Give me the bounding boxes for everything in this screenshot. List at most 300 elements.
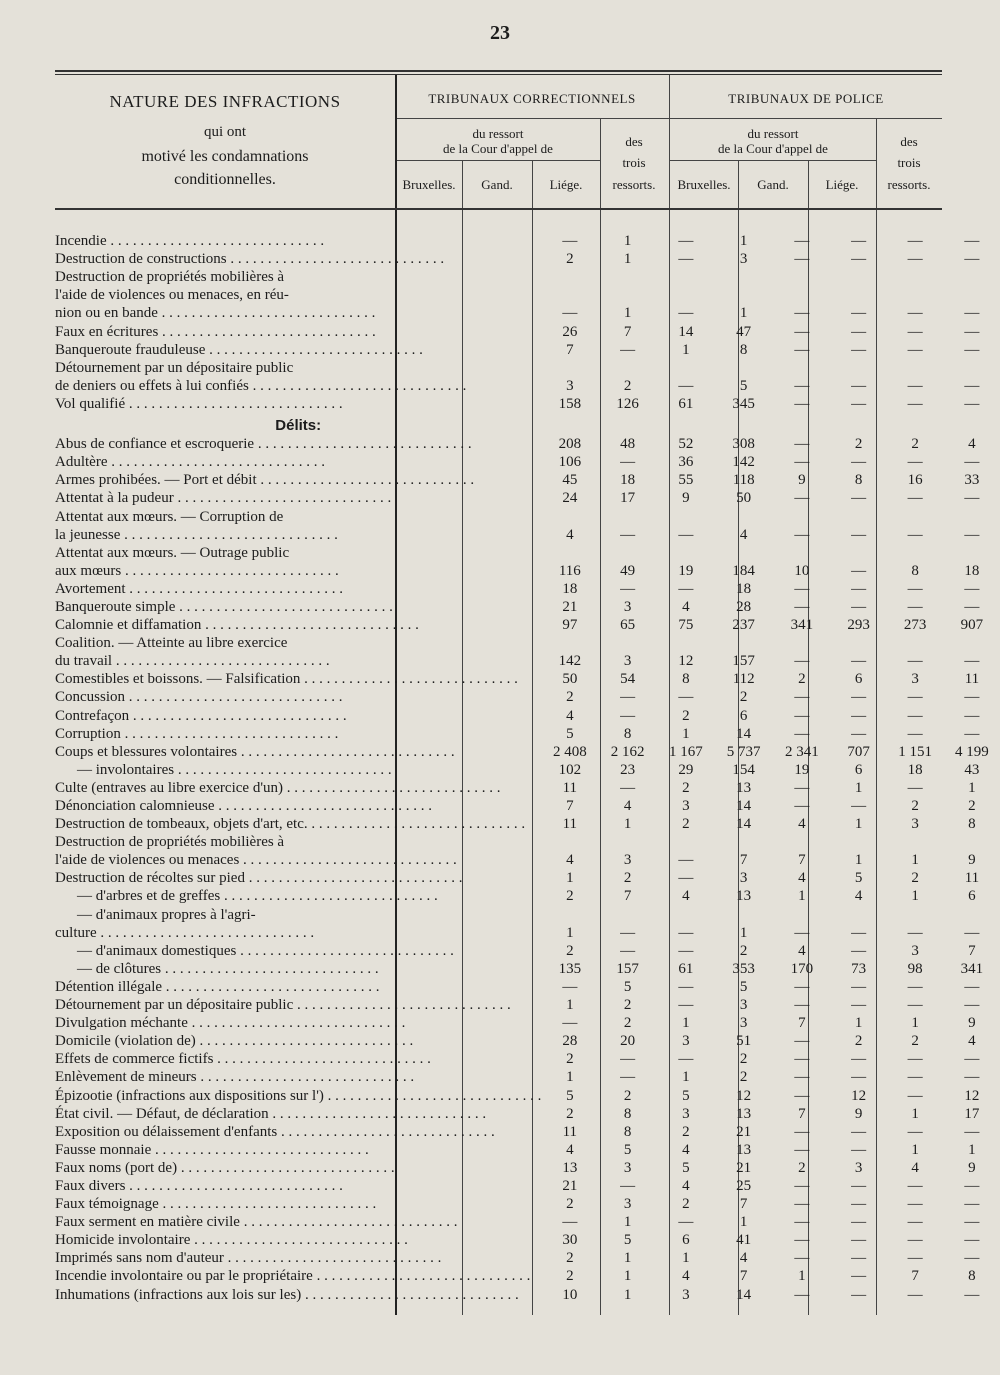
vrule-header-7: [738, 160, 739, 208]
value-cell: —: [794, 1069, 810, 1086]
value-cell: —: [907, 598, 923, 615]
value-cell: 4: [623, 798, 632, 814]
value-cell: [715, 359, 773, 377]
value-cell: 2: [911, 1033, 919, 1050]
value-cell: 7: [798, 852, 806, 869]
row-label: Dénonciation calomnieuse . . .: [55, 797, 541, 815]
value-cell: 1: [566, 997, 574, 1014]
value-cell: 1: [623, 1268, 632, 1285]
empty-cell: [715, 413, 773, 435]
value-cell: —: [562, 978, 578, 995]
table-row: [55, 471, 1000, 489]
value-cell: —: [964, 1196, 980, 1213]
value-cell: 3: [854, 1159, 863, 1176]
value-cell: 1: [682, 1250, 690, 1267]
value-cell: 8: [968, 816, 976, 833]
value-cell: —: [794, 1141, 810, 1158]
value-cell: 2: [623, 1087, 632, 1104]
value-cell: [598, 286, 657, 304]
value-cell: 1: [854, 1015, 863, 1032]
value-cell: 3: [623, 1196, 632, 1213]
value-cell: —: [851, 377, 867, 394]
value-cell: [598, 268, 657, 286]
empty-cell: [598, 413, 657, 435]
value-cell: [541, 905, 598, 923]
vrule-header-3: [600, 118, 601, 208]
value-cell: 52: [678, 436, 694, 453]
value-cell: —: [907, 305, 923, 322]
value-cell: 9: [968, 1015, 976, 1032]
value-cell: 7: [798, 1105, 806, 1122]
value-cell: 6: [682, 1232, 690, 1249]
value-cell: 9: [854, 1105, 863, 1122]
row-label: Abus de confiance et escroquerie . . .: [55, 435, 541, 453]
table-row: [55, 833, 1000, 851]
value-cell: —: [964, 323, 980, 340]
value-cell: —: [907, 526, 923, 543]
row-label: — d'arbres et de greffes . . .: [55, 887, 541, 905]
table-row: [55, 1177, 1000, 1195]
value-cell: 4: [566, 852, 574, 869]
row-label: du travail . . .: [55, 652, 541, 670]
top-rule-thin: [55, 74, 942, 75]
row-label: l'aide de violences ou menaces, en réu-: [55, 287, 289, 304]
row-label: Calomnie et diffamation . . .: [55, 616, 541, 634]
table-row: [55, 851, 1000, 869]
value-cell: 6: [739, 707, 748, 724]
value-cell: [715, 544, 773, 562]
row-label: État civil. — Défaut, de déclaration . . .: [55, 1105, 541, 1123]
value-cell: —: [678, 1051, 694, 1068]
value-cell: [598, 544, 657, 562]
value-cell: 5: [623, 1141, 632, 1158]
value-cell: 7: [968, 942, 976, 959]
row-label: — de clôtures . . .: [55, 960, 541, 978]
value-cell: —: [794, 1087, 810, 1104]
value-cell: [598, 507, 657, 525]
value-cell: 7: [623, 323, 632, 340]
value-cell: 18: [907, 761, 923, 778]
value-cell: [715, 833, 773, 851]
value-cell: —: [851, 653, 867, 670]
value-cell: —: [964, 653, 980, 670]
tc-ressort-line1: du ressort: [472, 126, 524, 141]
row-label: Faux en écritures . . .: [55, 322, 541, 340]
value-cell: 2: [623, 997, 632, 1014]
value-cell: [886, 905, 943, 923]
value-cell: [657, 286, 714, 304]
value-cell: [831, 544, 886, 562]
value-cell: [773, 507, 831, 525]
row-label: Incendie . . .: [55, 232, 541, 250]
page-number: 23: [490, 22, 510, 44]
row-label: Destruction de propriétés mobilières à: [55, 269, 285, 286]
value-cell: 1: [739, 924, 748, 941]
tp-ressort-line1: du ressort: [747, 126, 799, 141]
nature-subtitle-1: qui ont: [203, 124, 247, 140]
value-cell: 1: [682, 1069, 690, 1086]
value-cell: —: [794, 1250, 810, 1267]
value-cell: [541, 507, 598, 525]
value-cell: —: [794, 490, 810, 507]
table-row: [55, 453, 1000, 471]
value-cell: [773, 833, 831, 851]
value-cell: 118: [732, 472, 755, 489]
value-cell: 3: [682, 1105, 690, 1122]
row-label: aux mœurs . . .: [55, 562, 541, 580]
row-label: Faux noms (port de) . . .: [55, 1159, 541, 1177]
value-cell: 2: [968, 798, 976, 814]
value-cell: 341: [960, 960, 984, 977]
value-cell: —: [794, 454, 810, 471]
value-cell: —: [907, 924, 923, 941]
value-cell: 97: [562, 617, 578, 634]
value-cell: 2: [911, 436, 919, 453]
row-label: Coups et blessures volontaires . . .: [55, 743, 541, 761]
value-cell: —: [907, 779, 923, 796]
value-cell: [773, 905, 831, 923]
row-label: Fausse monnaie . . .: [55, 1141, 541, 1159]
value-cell: [831, 359, 886, 377]
table-row: [55, 598, 1000, 616]
value-cell: 1: [911, 1141, 919, 1158]
tp-ressort-rule: [670, 160, 876, 161]
value-cell: —: [851, 395, 867, 412]
value-cell: —: [851, 1232, 867, 1249]
value-cell: 48: [620, 436, 636, 453]
row-label: Culte (entraves au libre exercice d'un) . . .: [55, 779, 541, 797]
value-cell: 1: [566, 870, 574, 887]
value-cell: 1: [623, 1286, 632, 1303]
value-cell: 21: [736, 1159, 752, 1176]
table-row: [55, 1159, 1000, 1177]
value-cell: 2: [623, 377, 632, 394]
value-cell: [886, 359, 943, 377]
value-cell: 50: [736, 490, 752, 507]
value-cell: 7: [566, 341, 574, 358]
table-row: [55, 250, 1000, 268]
value-cell: 7: [623, 888, 632, 905]
table-row: [55, 616, 1000, 634]
value-cell: —: [851, 1069, 867, 1086]
value-cell: [886, 268, 943, 286]
value-cell: 7: [739, 1268, 748, 1285]
value-cell: —: [794, 653, 810, 670]
value-cell: 112: [732, 671, 755, 688]
row-label: la jeunesse . . .: [55, 526, 541, 544]
value-cell: —: [907, 395, 923, 412]
value-cell: —: [620, 942, 636, 959]
value-cell: —: [794, 323, 810, 340]
value-cell: 2: [682, 707, 690, 724]
value-cell: —: [907, 653, 923, 670]
value-cell: 5: [682, 1087, 690, 1104]
value-cell: —: [907, 454, 923, 471]
value-cell: —: [851, 1141, 867, 1158]
value-cell: 12: [678, 653, 694, 670]
row-label: Destruction de tombeaux, objets d'art, etc. . . .: [55, 815, 541, 833]
value-cell: 2: [682, 1196, 690, 1213]
value-cell: —: [964, 454, 980, 471]
tc-ressort-rule: [396, 160, 600, 161]
value-cell: 11: [562, 779, 578, 796]
tc-des: des: [625, 134, 643, 149]
value-cell: —: [851, 924, 867, 941]
value-cell: 23: [620, 761, 636, 778]
tp-ressort-line2: de la Cour d'appel de: [718, 141, 828, 156]
value-cell: —: [964, 924, 980, 941]
value-cell: —: [907, 1177, 923, 1194]
value-cell: —: [907, 233, 923, 250]
table-row: [55, 706, 1000, 724]
value-cell: [831, 833, 886, 851]
value-cell: [541, 634, 598, 652]
row-label: Banqueroute frauduleuse . . .: [55, 341, 541, 359]
value-cell: [886, 544, 943, 562]
table-row: [55, 489, 1000, 507]
value-cell: 1: [798, 1268, 806, 1285]
value-cell: —: [678, 997, 694, 1014]
value-cell: —: [620, 1051, 636, 1068]
empty-cell: [831, 413, 886, 435]
value-cell: 19: [678, 562, 694, 579]
tp-col-bruxelles: Bruxelles.: [677, 177, 731, 192]
table-row: [55, 869, 1000, 887]
value-cell: —: [907, 1123, 923, 1140]
value-cell: —: [907, 1286, 923, 1303]
value-cell: 4: [968, 436, 976, 453]
value-cell: —: [620, 341, 636, 358]
tp-title: TRIBUNAUX DE POLICE: [728, 91, 884, 106]
value-cell: 2: [566, 251, 574, 268]
value-cell: 157: [732, 653, 755, 670]
value-cell: 12: [964, 1087, 980, 1104]
tp-col-gand: Gand.: [757, 177, 789, 192]
value-cell: 7: [911, 1268, 919, 1285]
value-cell: —: [794, 395, 810, 412]
value-cell: 353: [732, 960, 755, 977]
tp-ressorts: ressorts.: [887, 177, 931, 192]
table-row: [55, 268, 1000, 286]
empty-cell: [657, 413, 714, 435]
value-cell: 2: [566, 1105, 574, 1122]
value-cell: 1: [623, 1250, 632, 1267]
value-cell: —: [678, 251, 694, 268]
value-cell: 17: [620, 490, 636, 507]
value-cell: —: [678, 526, 694, 543]
value-cell: 6: [854, 761, 863, 778]
value-cell: [831, 268, 886, 286]
value-cell: —: [794, 978, 810, 995]
value-cell: 2: [682, 779, 690, 796]
value-cell: —: [907, 251, 923, 268]
row-label: Divulgation méchante . . .: [55, 1014, 541, 1032]
value-cell: 2 162: [610, 743, 645, 760]
tc-col-liege: Liége.: [549, 177, 583, 192]
value-cell: 5: [566, 1087, 574, 1104]
value-cell: [944, 833, 1000, 851]
value-cell: —: [964, 526, 980, 543]
value-cell: —: [794, 1196, 810, 1213]
tc-col-gand: Gand.: [481, 177, 513, 192]
value-cell: 4: [566, 526, 574, 543]
empty-cell: [773, 413, 831, 435]
value-cell: [944, 905, 1000, 923]
value-cell: —: [851, 251, 867, 268]
value-cell: [944, 286, 1000, 304]
value-cell: —: [964, 233, 980, 250]
value-cell: 2 341: [784, 743, 819, 760]
table-row: [55, 634, 1000, 652]
value-cell: 11: [562, 1123, 578, 1140]
value-cell: 47: [736, 323, 752, 340]
value-cell: —: [851, 341, 867, 358]
vrule-header-8: [808, 160, 809, 208]
table-row: [55, 978, 1000, 996]
value-cell: 135: [558, 960, 582, 977]
row-label: Attentat à la pudeur . . .: [55, 489, 541, 507]
value-cell: 10: [562, 1286, 578, 1303]
value-cell: —: [907, 323, 923, 340]
table-row: [55, 761, 1000, 779]
value-cell: 2: [739, 1069, 748, 1086]
value-cell: —: [794, 1177, 810, 1194]
value-cell: [944, 359, 1000, 377]
value-cell: 54: [620, 671, 636, 688]
value-cell: —: [620, 779, 636, 796]
table-row: [55, 1014, 1000, 1032]
value-cell: —: [678, 580, 694, 597]
value-cell: 3: [623, 852, 632, 869]
value-cell: 1: [911, 1105, 919, 1122]
value-cell: 2: [566, 689, 574, 706]
value-cell: 26: [562, 323, 578, 340]
value-cell: 14: [736, 725, 752, 742]
value-cell: [944, 268, 1000, 286]
value-cell: 2: [566, 1051, 574, 1068]
row-label: Homicide involontaire . . .: [55, 1231, 541, 1249]
value-cell: 308: [732, 436, 755, 453]
value-cell: 65: [620, 617, 636, 634]
value-cell: —: [794, 997, 810, 1014]
value-cell: 21: [562, 598, 578, 615]
value-cell: —: [620, 689, 636, 706]
value-cell: 18: [736, 580, 752, 597]
value-cell: —: [794, 1232, 810, 1249]
value-cell: 14: [736, 798, 752, 814]
value-cell: [773, 286, 831, 304]
value-cell: 1: [911, 852, 919, 869]
infractions-table: [55, 232, 1000, 1304]
value-cell: 30: [562, 1232, 578, 1249]
value-cell: —: [851, 1177, 867, 1194]
value-cell: 3: [911, 671, 919, 688]
value-cell: —: [794, 377, 810, 394]
value-cell: 7: [739, 1196, 748, 1213]
value-cell: 2: [739, 689, 748, 706]
value-cell: —: [851, 942, 867, 959]
value-cell: 2: [854, 1033, 863, 1050]
value-cell: [886, 507, 943, 525]
value-cell: [657, 359, 714, 377]
table-row: [55, 779, 1000, 797]
value-cell: —: [851, 978, 867, 995]
value-cell: —: [678, 305, 694, 322]
table-row: [55, 232, 1000, 250]
value-cell: —: [964, 251, 980, 268]
value-cell: 14: [736, 1286, 752, 1303]
value-cell: [886, 286, 943, 304]
value-cell: 4: [566, 707, 574, 724]
value-cell: 3: [739, 251, 748, 268]
value-cell: 13: [736, 1141, 752, 1158]
value-cell: —: [907, 978, 923, 995]
value-cell: —: [851, 305, 867, 322]
value-cell: —: [964, 725, 980, 742]
value-cell: 61: [678, 960, 694, 977]
row-label: Détention illégale . . .: [55, 978, 541, 996]
value-cell: 61: [678, 395, 694, 412]
value-cell: 907: [960, 617, 984, 634]
value-cell: [541, 359, 598, 377]
value-cell: —: [907, 707, 923, 724]
value-cell: —: [794, 1033, 810, 1050]
value-cell: —: [907, 1087, 923, 1104]
value-cell: 2: [566, 1250, 574, 1267]
value-cell: 2: [566, 1268, 574, 1285]
value-cell: 142: [732, 454, 755, 471]
row-label: Enlèvement de mineurs . . .: [55, 1068, 541, 1086]
value-cell: 2: [623, 1015, 632, 1032]
value-cell: —: [620, 454, 636, 471]
value-cell: [831, 507, 886, 525]
value-cell: —: [794, 526, 810, 543]
value-cell: 4: [682, 1141, 690, 1158]
value-cell: 5: [682, 1159, 690, 1176]
value-cell: —: [851, 526, 867, 543]
value-cell: —: [964, 1286, 980, 1303]
value-cell: —: [964, 1214, 980, 1231]
value-cell: 55: [678, 472, 694, 489]
tc-col-bruxelles: Bruxelles.: [402, 177, 456, 192]
vrule-header-6: [532, 160, 533, 208]
value-cell: [541, 286, 598, 304]
value-cell: —: [794, 1286, 810, 1303]
value-cell: —: [907, 1232, 923, 1249]
row-label: culture . . .: [55, 924, 541, 942]
value-cell: 2: [739, 1051, 748, 1068]
table-row: [55, 905, 1000, 923]
value-cell: —: [964, 1250, 980, 1267]
value-cell: 5: [623, 978, 632, 995]
value-cell: 9: [968, 852, 976, 869]
value-cell: 33: [964, 472, 980, 489]
value-cell: —: [562, 305, 578, 322]
value-cell: 3: [739, 870, 748, 887]
value-cell: 2: [911, 798, 919, 814]
value-cell: 1: [623, 251, 632, 268]
value-cell: 158: [558, 395, 582, 412]
value-cell: 707: [847, 743, 870, 760]
value-cell: 6: [968, 888, 976, 905]
value-cell: 8: [623, 1105, 632, 1122]
value-cell: [715, 905, 773, 923]
value-cell: 4: [798, 942, 806, 959]
value-cell: —: [794, 1214, 810, 1231]
value-cell: —: [794, 233, 810, 250]
value-cell: [657, 507, 714, 525]
value-cell: 8: [911, 562, 919, 579]
